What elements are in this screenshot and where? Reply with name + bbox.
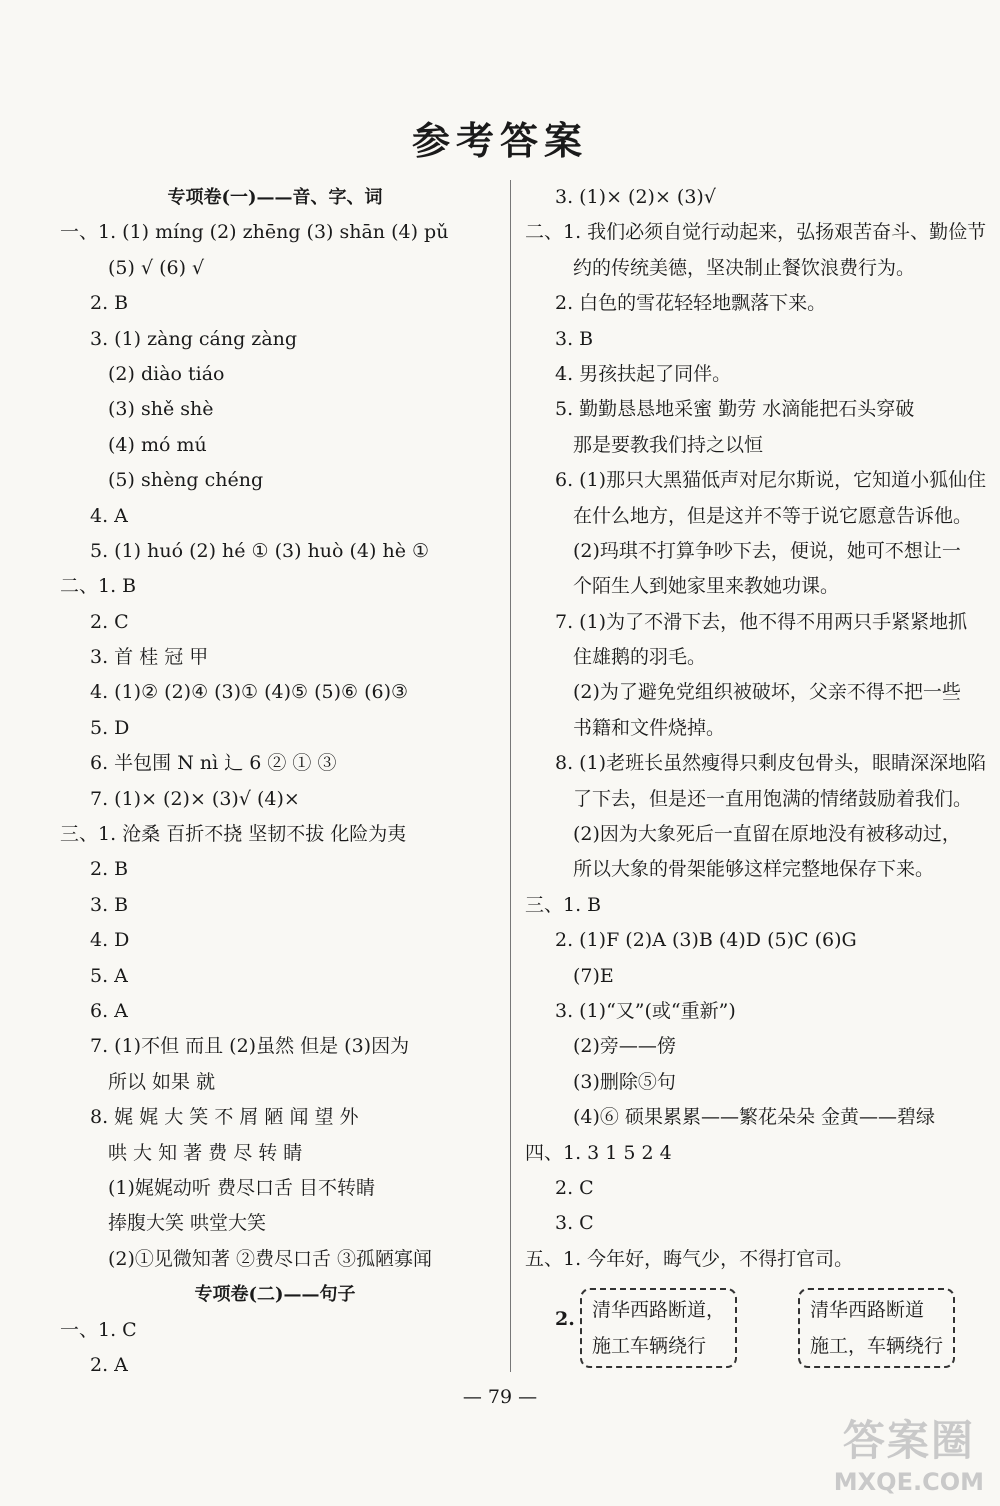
answer-line: 约的传统美德，坚决制止餐饮浪费行为。	[573, 256, 916, 279]
answer-line: 2. 白色的雪花轻轻地飘落下来。	[555, 292, 827, 315]
answer-line: 在什么地方，但是这并不等于说它愿意告诉他。	[573, 504, 973, 527]
answer-line: 6. 半包围 N nì 辶 6 ② ① ③	[90, 752, 337, 775]
answer-line: 7. (1)不但 而且 (2)虽然 但是 (3)因为	[90, 1035, 410, 1058]
answer-line: 一、1. C	[60, 1318, 137, 1341]
answer-line: (2)①见微知著 ②费尽口舌 ③孤陋寡闻	[108, 1247, 432, 1270]
answer-line: 3. C	[555, 1212, 594, 1235]
answer-line: 2. B	[90, 858, 129, 881]
answer-line: 所以 如果 就	[108, 1070, 216, 1093]
answer-line: 4. A	[90, 504, 128, 527]
answer-line: 8. 娓 娓 大 笑 不 屑 陋 闻 望 外	[90, 1106, 359, 1129]
road-sign-1	[580, 1288, 737, 1368]
answer-line: 书籍和文件烧掉。	[573, 716, 726, 739]
answer-line: 2. A	[90, 1353, 128, 1376]
answer-line: 5. (1) huó (2) hé ① (3) huò (4) hè ①	[90, 539, 430, 562]
answer-line: (7)E	[573, 964, 614, 987]
answer-line: (3) shě shè	[108, 398, 214, 421]
road-sign-2	[798, 1288, 955, 1368]
column-divider	[510, 180, 511, 1372]
answer-line: (5) √ (6) √	[108, 256, 205, 279]
answer-line: 3. (1) zàng cáng zàng	[90, 327, 298, 350]
section-heading: 专项卷(一)——音、字、词	[167, 187, 383, 208]
sign-line: 清华西路断道，	[592, 1299, 726, 1321]
sign-line: 施工，车辆绕行	[810, 1335, 944, 1357]
answer-line: 那是要教我们持之以恒	[573, 433, 764, 456]
answer-line: 3. B	[555, 327, 594, 350]
answer-line: 捧腹大笑 哄堂大笑	[108, 1212, 267, 1235]
answer-line: 5. A	[90, 964, 128, 987]
answer-line: 4. (1)② (2)④ (3)① (4)⑤ (5)⑥ (6)③	[90, 681, 409, 704]
answer-line: 二、1. 我们必须自觉行动起来，弘扬艰苦奋斗、勤俭节	[525, 221, 987, 244]
watermark-url: MXQE.COM	[833, 1468, 984, 1496]
sign-line: 清华西路断道	[810, 1299, 925, 1321]
answer-line: 一、1. (1) míng (2) zhēng (3) shān (4) pǔ	[60, 221, 449, 244]
answer-line: 住雄鹅的羽毛。	[573, 646, 707, 669]
answer-line: 三、1. 沧桑 百折不挠 坚韧不拔 化险为夷	[60, 823, 407, 846]
answer-line: 5. D	[90, 716, 130, 739]
answer-line: (3)删除⑤句	[573, 1070, 676, 1093]
answer-line: 二、1. B	[60, 575, 137, 598]
answer-line: 6. (1)那只大黑猫低声对尼尔斯说，它知道小狐仙住	[555, 469, 987, 492]
answer-line: (4)⑥ 硕果累累——繁花朵朵 金黄——碧绿	[573, 1106, 935, 1129]
answer-line: 2. C	[555, 1176, 594, 1199]
left-column	[60, 180, 490, 1383]
signs-question-number: 2.	[555, 1308, 575, 1330]
answer-line: 所以大象的骨架能够这样完整地保存下来。	[573, 858, 935, 881]
answer-line: (2)玛琪不打算争吵下去，便说，她可不想让一	[573, 539, 961, 562]
page-title: 参考答案	[411, 118, 588, 163]
answer-line: (2)因为大象死后一直留在原地没有被移动过，	[573, 823, 961, 846]
answer-line: 4. D	[90, 929, 130, 952]
answer-line: 四、1. 3 1 5 2 4	[525, 1141, 672, 1164]
answer-line: (2)旁——傍	[573, 1035, 676, 1058]
answer-line: 3. B	[90, 893, 129, 916]
answer-line: (2)为了避免党组织被破坏，父亲不得不把一些	[573, 681, 961, 704]
answer-line: 2. (1)F (2)A (3)B (4)D (5)C (6)G	[555, 929, 857, 952]
answer-line: 三、1. B	[525, 893, 602, 916]
answer-line: (4) mó mú	[108, 433, 207, 456]
answer-line: (2) diào tiáo	[108, 362, 225, 385]
answer-line: 3. (1)× (2)× (3)√	[555, 186, 716, 208]
answer-line: 哄 大 知 著 费 尽 转 睛	[108, 1141, 303, 1164]
answer-line: 4. 男孩扶起了同伴。	[555, 362, 732, 385]
sign-line: 施工车辆绕行	[592, 1335, 707, 1357]
answer-line: 2. B	[90, 292, 129, 315]
right-column	[525, 180, 987, 1277]
answer-line: 2. C	[90, 610, 129, 633]
answer-line: 五、1. 今年好，晦气少，不得打官司。	[525, 1247, 854, 1270]
answer-line: (5) shèng chéng	[108, 469, 264, 492]
answer-line: 7. (1)× (2)× (3)√ (4)×	[90, 787, 300, 810]
page-number: — 79 —	[462, 1386, 538, 1408]
section-heading: 专项卷(二)——句子	[194, 1284, 356, 1306]
watermark-logo	[834, 1408, 984, 1496]
answer-line: 3. (1)“又”(或“重新”)	[555, 999, 736, 1022]
answer-line: 个陌生人到她家里来教她功课。	[573, 575, 840, 598]
watermark-text: 答案圈	[842, 1416, 975, 1465]
answer-line: 8. (1)老班长虽然瘦得只剩皮包骨头，眼睛深深地陷	[555, 752, 987, 775]
answer-line: 了下去，但是还一直用饱满的情绪鼓励着我们。	[573, 787, 973, 810]
answer-line: 5. 勤勤恳恳地采蜜 勤劳 水滴能把石头穿破	[555, 398, 915, 421]
answer-line: 6. A	[90, 999, 128, 1022]
answer-line: 7. (1)为了不滑下去，他不得不用两只手紧紧地抓	[555, 610, 968, 633]
answer-line: 3. 首 桂 冠 甲	[90, 646, 209, 669]
answer-line: (1)娓娓动听 费尽口舌 目不转睛	[108, 1176, 375, 1199]
